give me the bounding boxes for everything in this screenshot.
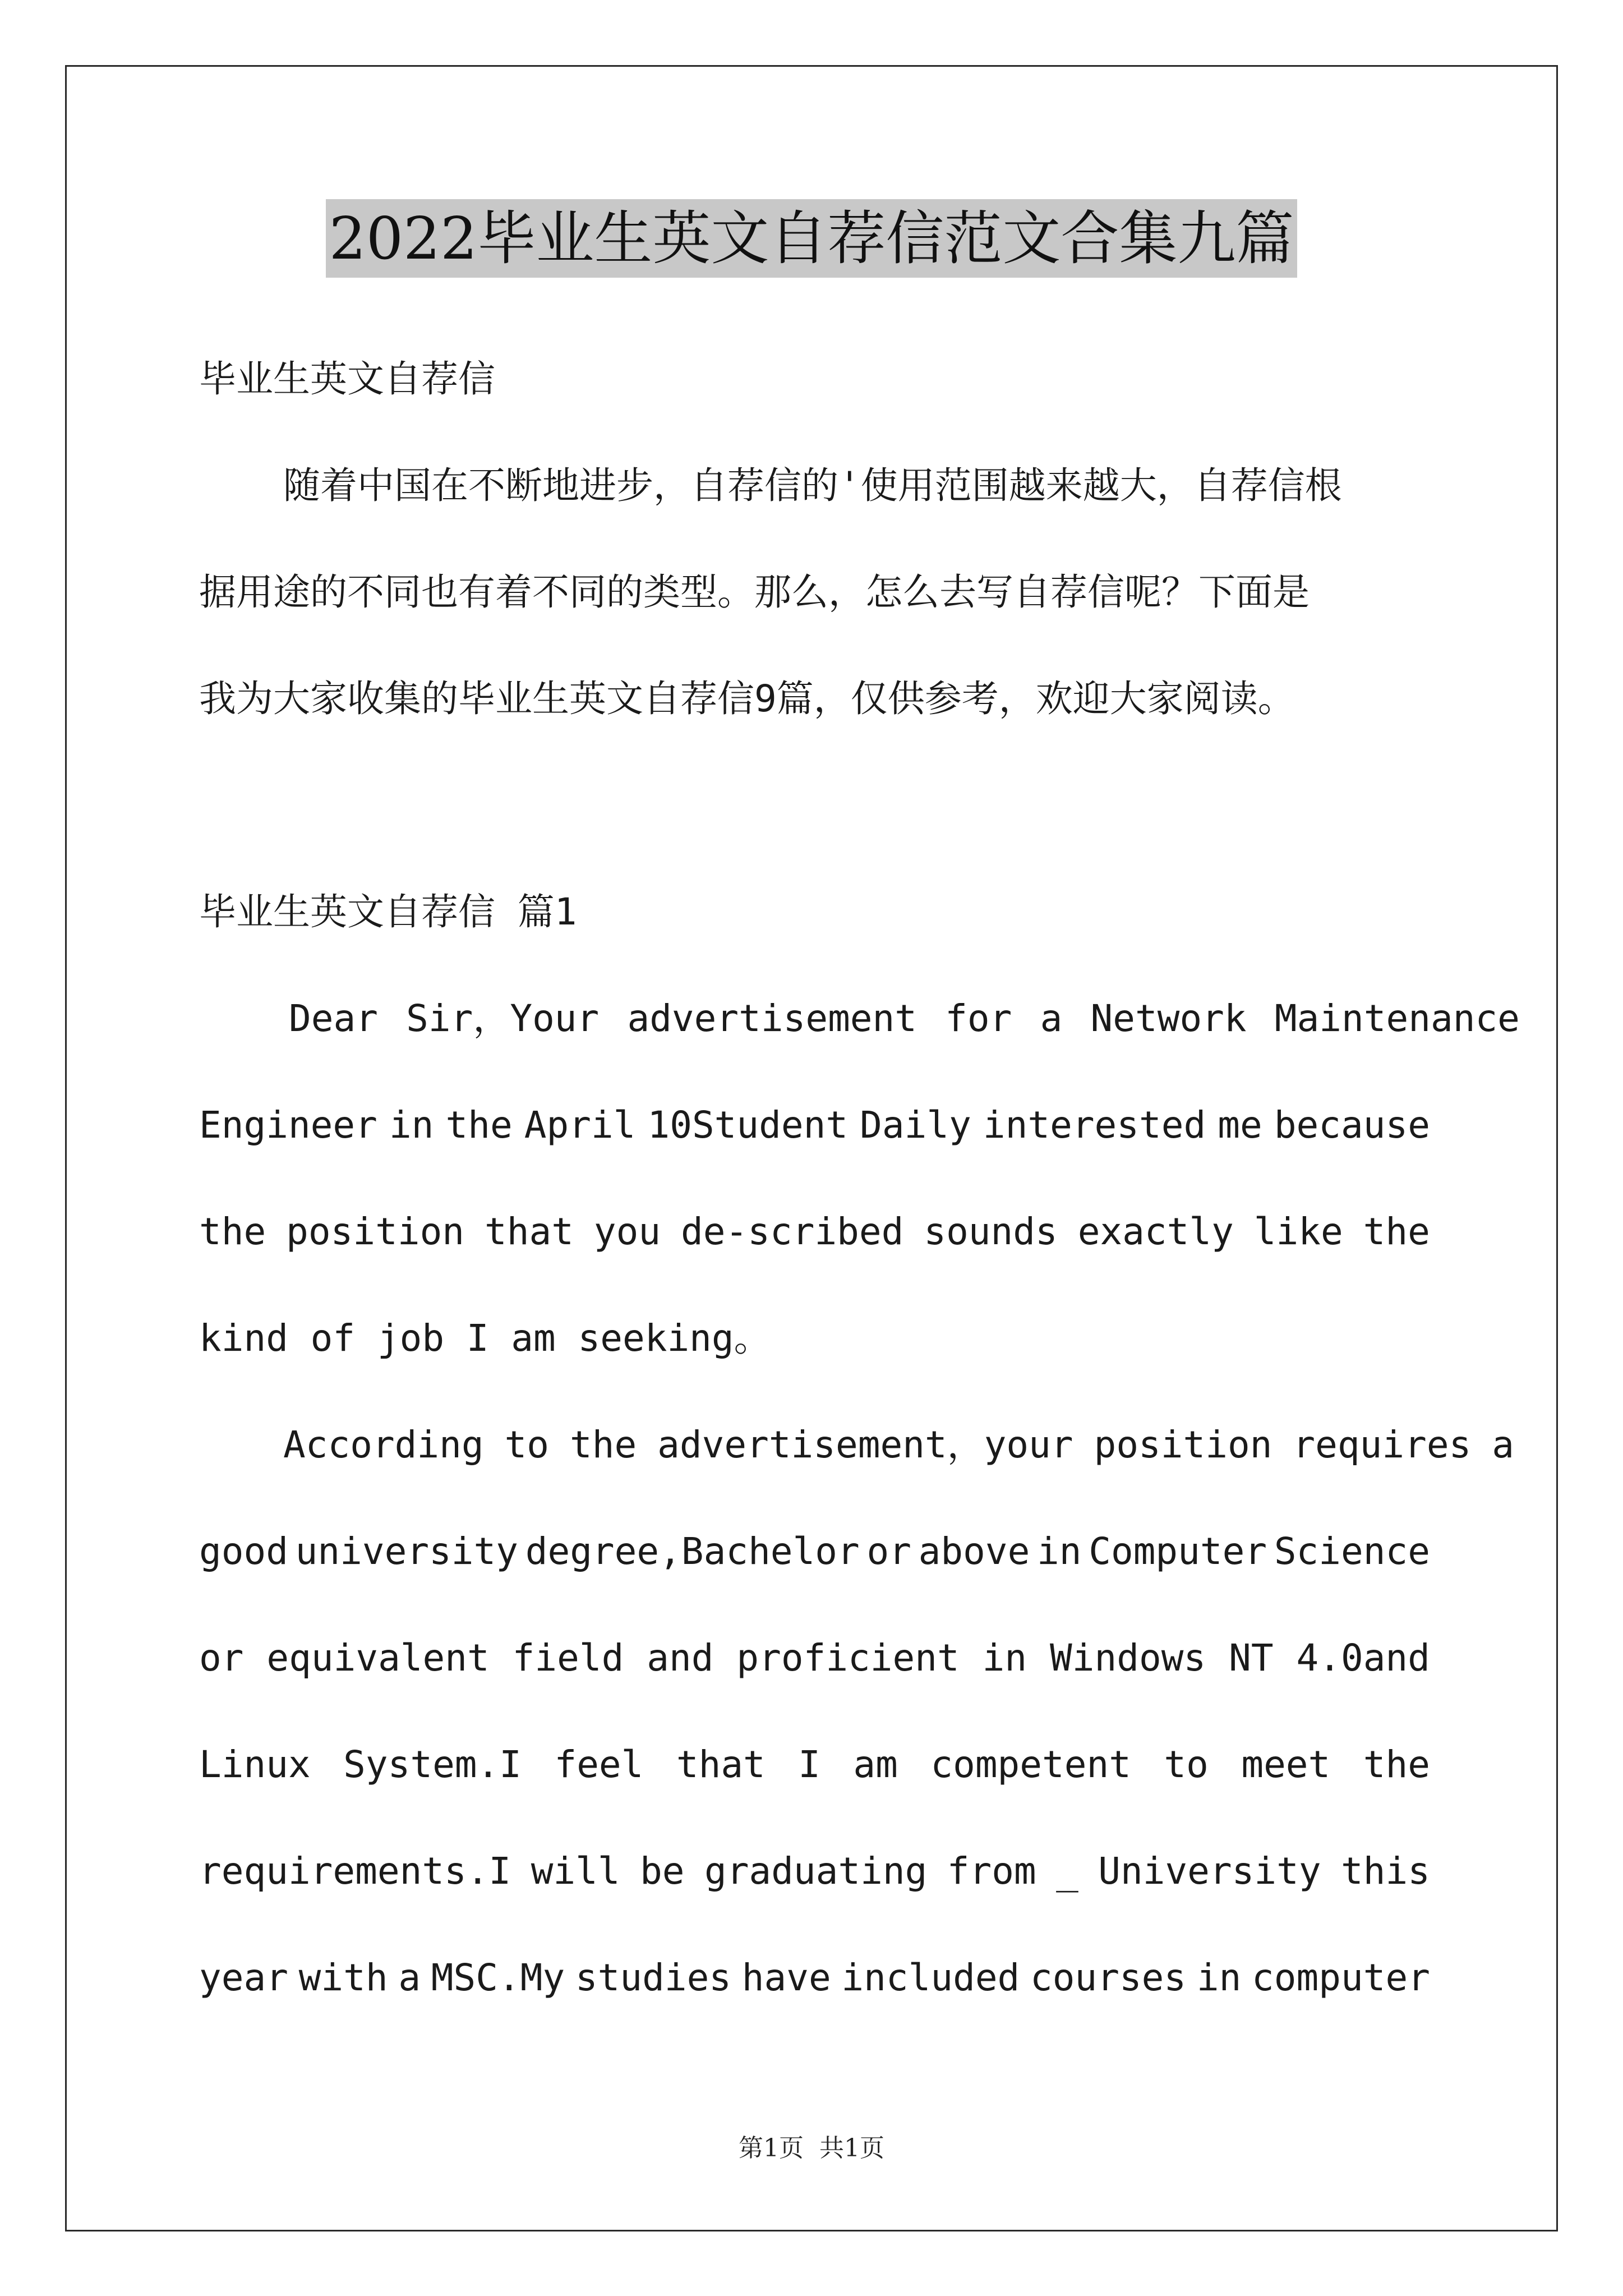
word: included [841,1956,1020,1999]
word: in [389,1103,434,1147]
word: or [866,1530,911,1573]
word: NT [1229,1636,1274,1680]
intro-line-2: 据用途的不同也有着不同的类型。那么，怎么去写自荐信呢？下面是 [199,570,1310,614]
paragraph-line [199,996,1520,1041]
intro-line-1: 随着中国在不断地进步，自荐信的'使用范围越来越大，自荐信根 [283,464,1342,507]
word: the [1363,1743,1430,1786]
title-container [0,199,1623,278]
word: exactly [1077,1210,1234,1253]
word: MSC.My [431,1956,565,1999]
word: degree,Bachelor [525,1530,860,1573]
word: Daily [860,1103,971,1147]
word: Linux [199,1743,311,1786]
word: feel [554,1743,644,1786]
paragraph-line [199,1423,1514,1467]
word: According [283,1423,484,1466]
article-heading: 毕业生英文自荐信 篇1 [199,890,577,933]
word: because [1274,1103,1430,1147]
word: Dear [289,997,378,1040]
page-number-footer: 第1页 共1页 [739,2134,884,2162]
word: position [1094,1423,1272,1466]
word: 10Student [647,1103,849,1147]
word: this [1341,1849,1430,1893]
word: Engineer [199,1103,377,1147]
word: Maintenance [1274,997,1520,1040]
word: will [531,1849,620,1893]
word: the [569,1423,637,1466]
word: am [853,1743,898,1786]
paragraph-line [199,1955,1430,2000]
word: be [640,1849,685,1893]
word: position [286,1210,465,1253]
word: to [504,1423,550,1466]
word: interested [983,1103,1206,1147]
word: equivalent [266,1636,490,1680]
word: I [798,1743,820,1786]
word: in [1196,1956,1242,1999]
word: the [1363,1210,1430,1253]
paragraph-line [199,1636,1430,1681]
word: me [1218,1103,1262,1147]
word: Network [1090,997,1247,1040]
word: advertisement [627,997,917,1040]
word: Sir，Your [406,997,600,1040]
word: University [1098,1849,1321,1893]
word: a [1492,1423,1514,1466]
word: and [647,1636,714,1680]
paragraph-line [199,1103,1430,1148]
paragraph-line: kind of job I am seeking。 [199,1317,771,1360]
word: from [947,1849,1036,1893]
word: year [199,1956,288,1999]
word: _ [1056,1849,1078,1893]
paragraph-line [199,1209,1430,1254]
word: meet [1241,1743,1331,1786]
word: good [199,1530,288,1573]
word: like [1253,1210,1343,1253]
paragraph-line [199,1529,1430,1574]
word: or [199,1636,244,1680]
word: that [484,1210,574,1253]
paragraph-line [199,1849,1430,1894]
word: in [1037,1530,1082,1573]
word: field [512,1636,624,1680]
word: have [741,1956,831,1999]
word: a [398,1956,421,1999]
paragraph-line [199,1742,1430,1787]
word: a [1040,997,1063,1040]
word: courses [1030,1956,1187,1999]
word: computer [1252,1956,1430,1999]
word: System.I [343,1743,522,1786]
word: April [524,1103,636,1147]
word: de-scribed [681,1210,904,1253]
word: requires [1293,1423,1472,1466]
intro-line-3: 我为大家收集的毕业生英文自荐信9篇，仅供参考，欢迎大家阅读。 [199,677,1295,720]
word: graduating [704,1849,928,1893]
word: to [1164,1743,1209,1786]
word: above [918,1530,1030,1573]
word: in [982,1636,1027,1680]
word: university [295,1530,519,1573]
word: you [593,1210,661,1253]
word: requirements.I [199,1849,511,1893]
word: for [945,997,1012,1040]
word: competent [930,1743,1131,1786]
word: Windows [1050,1636,1206,1680]
word: the [199,1210,266,1253]
section-heading: 毕业生英文自荐信 [199,357,495,401]
word: 4.0and [1296,1636,1430,1680]
word: sounds [924,1210,1058,1253]
word: proficient [736,1636,960,1680]
word: with [298,1956,388,1999]
word: Science [1274,1530,1430,1573]
word: studies [575,1956,732,1999]
document-title: 2022毕业生英文自荐信范文合集九篇 [326,199,1298,278]
word: Computer [1089,1530,1267,1573]
word: the [445,1103,513,1147]
word: that [676,1743,766,1786]
word: advertisement，your [657,1423,1073,1466]
